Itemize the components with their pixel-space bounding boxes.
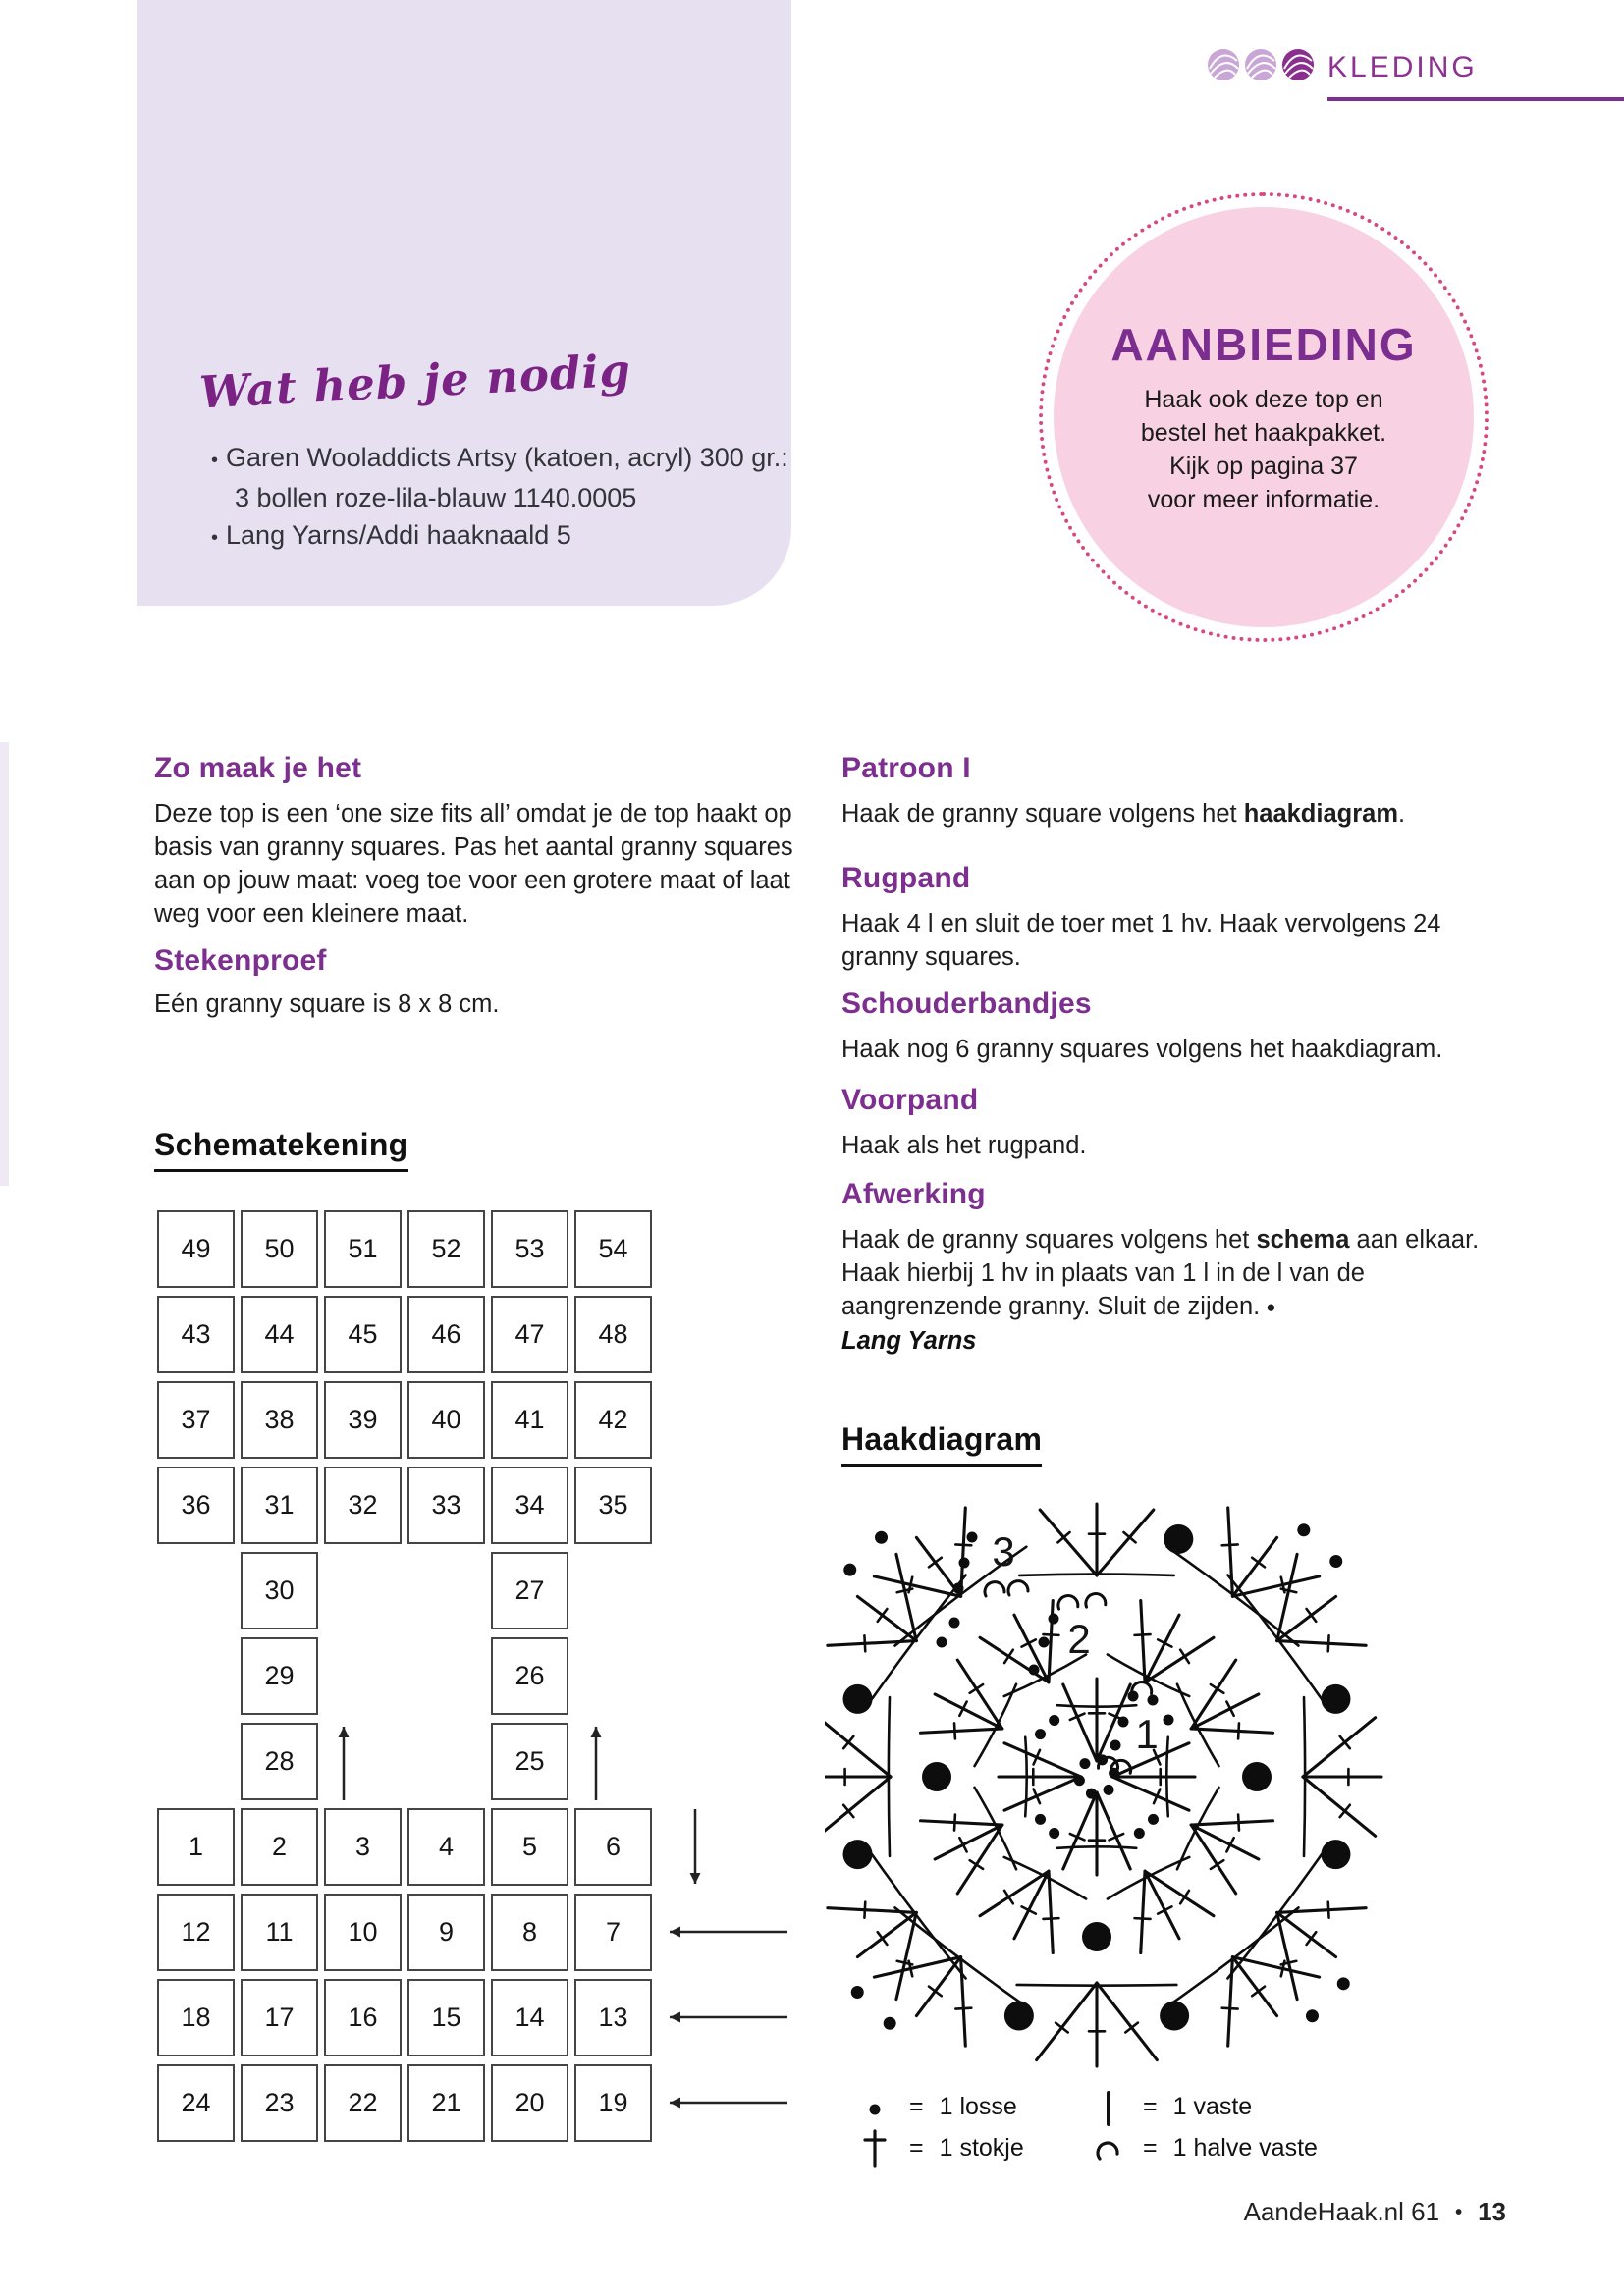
yarn-ball-icon <box>1245 49 1276 80</box>
schematic-cell: 13 <box>574 1979 652 2056</box>
yarn-credit: Lang Yarns <box>841 1327 977 1355</box>
section-title-gauge: Stekenproef <box>154 944 327 977</box>
schematic-cell: 15 <box>407 1979 485 2056</box>
schematic-cell: 24 <box>157 2064 235 2142</box>
footer-page-number: 13 <box>1478 2197 1506 2226</box>
section-title-how-to: Zo maak je het <box>154 752 362 784</box>
section-title-back: Rugpand <box>841 862 971 894</box>
section-body-pattern: Haak de granny square volgens het haakdiagram. <box>841 800 1406 828</box>
schematic-cell: 18 <box>157 1979 235 2056</box>
end-mark: ● <box>1266 1298 1276 1316</box>
schematic-cell: 43 <box>157 1296 235 1373</box>
losse-dot-icon <box>858 2085 892 2128</box>
category-underline <box>1327 97 1624 101</box>
schematic-cell: 5 <box>491 1808 568 1886</box>
schematic-cell: 51 <box>324 1210 402 1288</box>
crochet-diagram <box>825 1487 1434 2096</box>
schematic-cell: 16 <box>324 1979 402 2056</box>
schematic-cell: 2 <box>241 1808 318 1886</box>
schematic-cell: 54 <box>574 1210 652 1288</box>
schematic-cell: 8 <box>491 1894 568 1971</box>
legend-item-stokje: = 1 stokje <box>858 2126 1024 2169</box>
schematic-cell: 47 <box>491 1296 568 1373</box>
legend-item-vaste: = 1 vaste <box>1092 2085 1252 2128</box>
section-body-how-to: Deze top is een ‘one size fits all’ omdat je de top haakt op basis van granny squares. Pas het aantal granny squares aan op jouw maat: voeg toe voor een grotere maat of laat weg voor een kleinere maat. <box>154 800 793 928</box>
schematic-cell: 36 <box>157 1467 235 1544</box>
schematic-cell: 33 <box>407 1467 485 1544</box>
footer-separator: • <box>1455 2202 1463 2223</box>
schematic-cell: 38 <box>241 1381 318 1459</box>
schematic-cell: 29 <box>241 1637 318 1715</box>
halve-vaste-hook-icon <box>1092 2126 1125 2169</box>
schematic-cell: 22 <box>324 2064 402 2142</box>
vaste-bar-icon <box>1092 2085 1125 2128</box>
materials-box-title: Wat heb je nodig <box>197 344 633 419</box>
materials-list <box>211 439 788 557</box>
section-body-gauge: Eén granny square is 8 x 8 cm. <box>154 990 500 1018</box>
bullet-glyph: • <box>211 527 219 549</box>
schematic-cell: 10 <box>324 1894 402 1971</box>
legend-item-losse: = 1 losse <box>858 2085 1017 2128</box>
legend-item-halve-vaste: = 1 halve vaste <box>1092 2126 1318 2169</box>
schematic-cell: 40 <box>407 1381 485 1459</box>
section-title-front: Voorpand <box>841 1084 979 1116</box>
round-label: 1 <box>1135 1711 1159 1757</box>
schematic-cell: 49 <box>157 1210 235 1288</box>
offer-line: Haak ook deze top en <box>1144 386 1383 413</box>
offer-badge <box>1039 192 1489 642</box>
schematic-cell: 26 <box>491 1637 568 1715</box>
schematic-cell: 9 <box>407 1894 485 1971</box>
schematic-cell: 7 <box>574 1894 652 1971</box>
schematic-cell: 11 <box>241 1894 318 1971</box>
schematic-cell: 32 <box>324 1467 402 1544</box>
section-title-straps: Schouderbandjes <box>841 988 1092 1020</box>
section-body-back: Haak 4 l en sluit de toer met 1 hv. Haak vervolgens 24 granny squares. <box>841 910 1441 971</box>
materials-item: • Garen Wooladdicts Artsy (katoen, acryl) 300 gr.: 3 bollen roze-lila-blauw 1140.0005 <box>211 443 788 512</box>
schematic-cell: 28 <box>241 1723 318 1800</box>
schematic-cell: 19 <box>574 2064 652 2142</box>
schematic-cell: 1 <box>157 1808 235 1886</box>
page-footer <box>1244 2197 1506 2227</box>
section-title-pattern: Patroon I <box>841 752 971 784</box>
schematic-cell: 23 <box>241 2064 318 2142</box>
schematic-cell: 4 <box>407 1808 485 1886</box>
schematic-cell: 52 <box>407 1210 485 1288</box>
stokje-cross-icon <box>858 2126 892 2169</box>
round-label: 2 <box>1067 1616 1091 1662</box>
diagram-heading: Haakdiagram <box>841 1421 1042 1467</box>
schematic-cell: 12 <box>157 1894 235 1971</box>
yarn-balls-icon <box>1206 45 1320 84</box>
diagram-heading-wrap <box>841 1421 1042 1467</box>
section-body-straps: Haak nog 6 granny squares volgens het haakdiagram. <box>841 1036 1443 1063</box>
yarn-ball-icon <box>1208 49 1239 80</box>
bullet-glyph: • <box>211 450 219 471</box>
schematic-cell: 39 <box>324 1381 402 1459</box>
schematic-cell: 30 <box>241 1552 318 1629</box>
schematic-cell: 48 <box>574 1296 652 1373</box>
schematic-cell: 17 <box>241 1979 318 2056</box>
category-label: KLEDING <box>1327 51 1478 83</box>
schematic-cell: 21 <box>407 2064 485 2142</box>
offer-badge-inner <box>1054 207 1474 627</box>
schematic-heading-wrap <box>154 1127 408 1172</box>
schematic-cell: 53 <box>491 1210 568 1288</box>
materials-item: • Lang Yarns/Addi haaknaald 5 <box>211 520 571 550</box>
yarn-ball-icon <box>1282 49 1314 80</box>
schematic-cell: 50 <box>241 1210 318 1288</box>
offer-line: voor meer informatie. <box>1147 486 1380 513</box>
round-label: 3 <box>992 1528 1015 1575</box>
offer-line: Kijk op pagina 37 <box>1169 453 1358 480</box>
section-title-finishing: Afwerking <box>841 1178 986 1210</box>
schematic-cell: 41 <box>491 1381 568 1459</box>
schematic-cell: 44 <box>241 1296 318 1373</box>
schematic-cell: 14 <box>491 1979 568 2056</box>
schematic-cell: 42 <box>574 1381 652 1459</box>
schematic-cell: 25 <box>491 1723 568 1800</box>
schematic-cell: 27 <box>491 1552 568 1629</box>
offer-line: bestel het haakpakket. <box>1140 419 1387 447</box>
schematic-cell: 45 <box>324 1296 402 1373</box>
schematic-cell: 6 <box>574 1808 652 1886</box>
page-edge-strip <box>0 742 9 1186</box>
offer-title: AANBIEDING <box>1110 319 1417 370</box>
footer-site: AandeHaak.nl 61 <box>1243 2197 1440 2226</box>
schematic-cell: 37 <box>157 1381 235 1459</box>
schematic-cell: 3 <box>324 1808 402 1886</box>
schematic-cell: 35 <box>574 1467 652 1544</box>
schematic-cell: 46 <box>407 1296 485 1373</box>
section-body-front: Haak als het rugpand. <box>841 1132 1087 1159</box>
schematic-cell: 31 <box>241 1467 318 1544</box>
section-body-finishing: Haak de granny squares volgens het schema aan elkaar. Haak hierbij 1 hv in plaats van 1 l in de l van de aangrenzende granny. Sluit de zijden. ● Lang Yarns <box>841 1223 1519 1358</box>
schematic-heading: Schematekening <box>154 1127 408 1172</box>
schematic-cell: 34 <box>491 1467 568 1544</box>
schematic-cell: 20 <box>491 2064 568 2142</box>
